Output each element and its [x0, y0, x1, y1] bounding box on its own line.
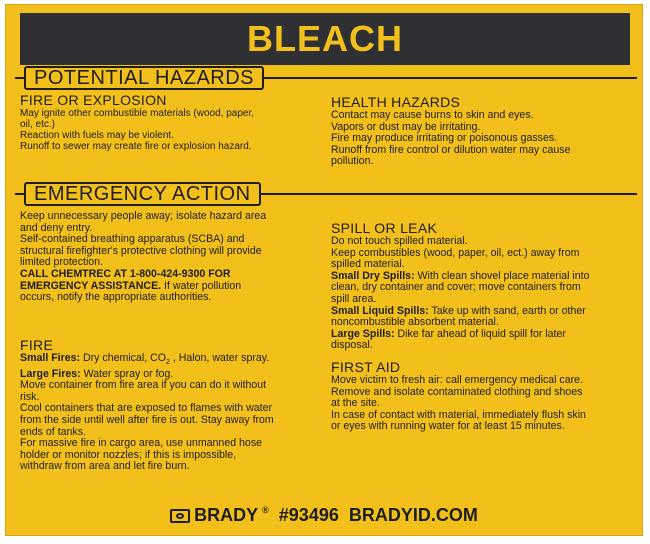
bleach-label [5, 4, 643, 536]
fire-section [20, 338, 325, 473]
text-line: limited protection. [20, 256, 104, 269]
brady-logo-icon [170, 509, 190, 523]
health-hazards-section [331, 95, 636, 168]
emergency-action-header [15, 182, 637, 206]
text-line: In case of contact with material, immediately flush skin [331, 408, 586, 421]
text-line: spilled material. [331, 258, 405, 271]
text-line: Reaction with fuels may be violent. [20, 130, 174, 141]
text-line: Cool containers that are exposed to flames with water [20, 402, 273, 415]
co2-subscript: 2 [166, 359, 170, 367]
text-line: Move container from fire area if you can do it without [20, 379, 267, 392]
text-line: Remove and isolate contaminated clothing and shoes [331, 385, 583, 398]
health-hazards-text [331, 110, 636, 168]
health-hazards-heading: HEALTH HAZARDS [331, 94, 461, 110]
text-line: noncombustible absorbent material. [331, 316, 499, 329]
emergency-action-title: EMERGENCY ACTION [24, 182, 261, 206]
chemtrec-rest: If water pollution [161, 279, 242, 292]
text-line: Runoff from fire control or dilution water may cause [331, 143, 571, 156]
fire-text [20, 353, 325, 473]
first-aid-heading: FIRST AID [331, 359, 401, 375]
text-line: and deny entry. [20, 221, 93, 234]
small-fires-text: Dry chemical, CO [80, 352, 167, 364]
large-spills-line [331, 329, 636, 341]
text-line: May ignite other combustible materials (wood, paper, [20, 108, 255, 119]
first-aid-text [331, 375, 636, 433]
header-rule-right [264, 77, 637, 79]
potential-hazards-title: POTENTIAL HAZARDS [24, 66, 264, 90]
chemtrec-bold: EMERGENCY ASSISTANCE. [20, 279, 162, 292]
text-line: ends of tanks. [20, 425, 86, 438]
brand-name: BRADY [194, 505, 259, 525]
small-liquid-spills-text: Take up with sand, earth or other [428, 304, 586, 317]
text-line: Contact may cause burns to skin and eyes. [331, 109, 534, 121]
text-line: Do not touch spilled material. [331, 235, 468, 247]
text-line: or eyes with running water for at least 15 minutes. [331, 420, 565, 433]
chemtrec-bold: CALL CHEMTREC AT 1-800-424-9300 FOR [20, 267, 231, 280]
text-line: Vapors or dust may be irritating. [331, 120, 481, 133]
large-spills-label: Large Spills: [331, 327, 395, 340]
large-spills-text: Dike far ahead of liquid spill for later [394, 327, 566, 340]
header-rule-right [261, 193, 637, 195]
text-line: Keep combustibles (wood, paper, oil, ect.) away from [331, 246, 580, 259]
text-line: structural firefighter's protective clothing will provide [20, 244, 262, 257]
spill-leak-heading: SPILL OR LEAK [331, 220, 438, 236]
text-line: For massive fire in cargo area, use unmanned hose [20, 437, 263, 450]
small-fires-line [20, 353, 325, 369]
text-line: Keep unnecessary people away; isolate hazard area [20, 210, 267, 222]
title-bar [20, 13, 630, 65]
large-fires-text: Water spray or fog. [80, 367, 174, 380]
text-line: disposal. [331, 339, 373, 352]
small-fires-text-2: , Halon, water spray. [169, 352, 270, 364]
text-line: from the side until well after fire is out. Stay away from [20, 414, 274, 427]
footer [6, 505, 642, 526]
small-dry-spills-text: With clean shovel place material into [414, 269, 590, 282]
part-number: #93496 [278, 505, 339, 525]
first-aid-section [331, 360, 636, 433]
small-liquid-spills-label: Small Liquid Spills: [331, 304, 429, 317]
fire-heading: FIRE [20, 337, 54, 353]
text-line: oil, etc.) [20, 119, 56, 130]
fire-explosion-text [20, 108, 320, 152]
large-fires-label: Large Fires: [20, 367, 81, 380]
header-rule-left [15, 193, 24, 195]
text-line: Fire may produce irritating or poisonous gasses. [331, 132, 558, 145]
text-line: occurs, notify the appropriate authorities. [20, 291, 212, 304]
potential-hazards-header [15, 66, 637, 90]
spill-leak-section [331, 221, 636, 352]
brady-logo [170, 505, 269, 526]
text-line: clean, dry container and cover; move containers from [331, 281, 581, 294]
emergency-intro [20, 211, 325, 304]
text-line: withdraw from area and let fire burn. [20, 460, 190, 473]
header-rule-left [15, 77, 24, 79]
spill-leak-text [331, 236, 636, 352]
fire-explosion-section [20, 93, 320, 152]
label-title: BLEACH [247, 18, 403, 59]
text-line: at the site. [331, 397, 380, 410]
website: BRADYID.COM [348, 505, 478, 525]
text-line: spill area. [331, 292, 377, 305]
text-line: risk. [20, 390, 40, 403]
trademark-symbol: ® [262, 505, 269, 515]
fire-explosion-heading: FIRE OR EXPLOSION [20, 92, 167, 108]
text-line: Self-contained breathing apparatus (SCBA) and [20, 233, 245, 246]
small-dry-spills-label: Small Dry Spills: [331, 269, 415, 282]
text-line: Move victim to fresh air: call emergency medical care. [331, 374, 583, 386]
text-line: pollution. [331, 155, 374, 168]
small-fires-label: Small Fires: [20, 352, 81, 364]
text-line: holder or monitor nozzles; if this is impossible, [20, 448, 237, 461]
text-line: Runoff to sewer may create fire or explosion hazard. [20, 141, 252, 152]
